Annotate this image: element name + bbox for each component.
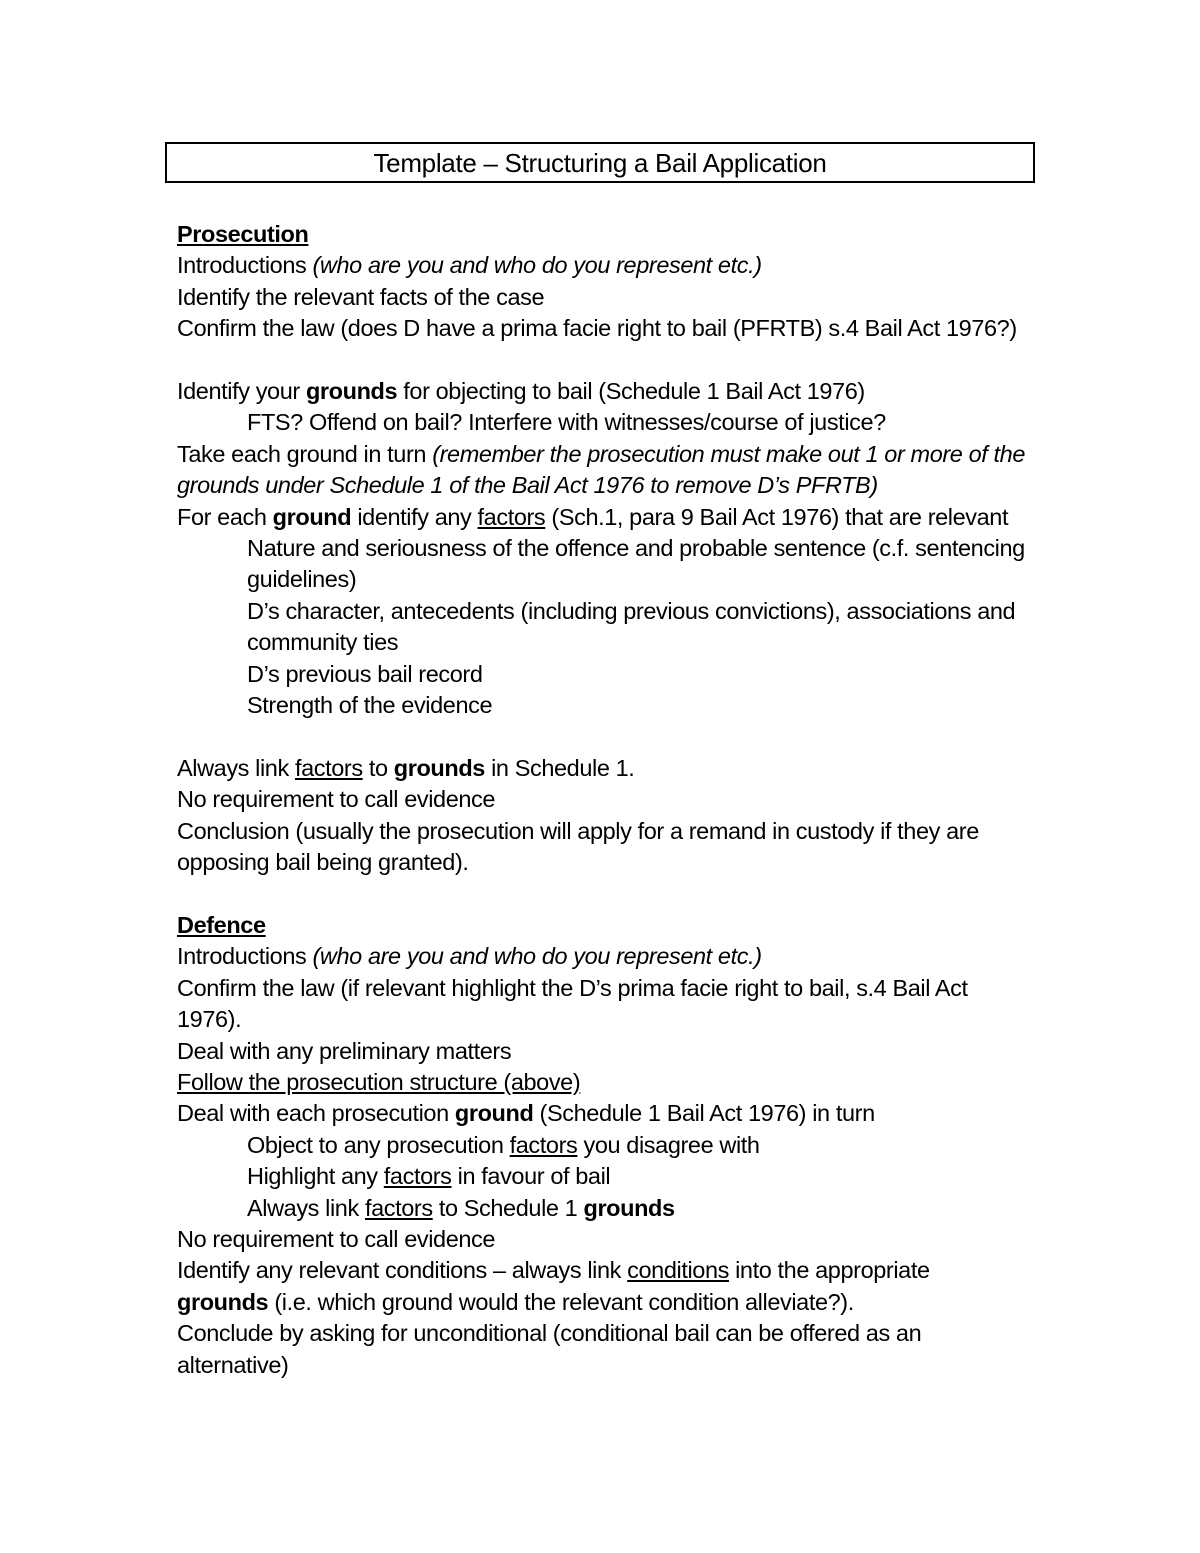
prosecution-evidence: No requirement to call evidence xyxy=(177,786,496,813)
defence-follow-structure: Follow the prosecution structure (above) xyxy=(177,1068,581,1095)
title-text: Template – Structuring a Bail Application xyxy=(373,148,827,178)
prosecution-link-factors: Always link factors to grounds in Schedule 1. xyxy=(177,754,635,781)
spacer xyxy=(177,345,1037,376)
prosecution-each-ground-cont: grounds under Schedule 1 of the Bail Act 1976 to remove D’s PFRTB) xyxy=(177,472,878,499)
spacer xyxy=(177,879,1037,910)
prosecution-law: Confirm the law (does D have a prima facie right to bail (PFRTB) s.4 Bail Act 1976?) xyxy=(177,315,1017,342)
prosecution-grounds: Identify your grounds for objecting to bail (Schedule 1 Bail Act 1976) xyxy=(177,378,865,405)
defence-introductions: Introductions (who are you and who do you represent etc.) xyxy=(177,943,762,970)
defence-evidence: No requirement to call evidence xyxy=(177,1225,496,1252)
defence-highlight-factors: Highlight any factors in favour of bail xyxy=(247,1163,611,1190)
prosecution-conclusion: Conclusion (usually the prosecution will apply for a remand in custody if they are opposing bail being granted). xyxy=(177,817,979,876)
prosecution-heading: Prosecution xyxy=(177,221,309,247)
defence-each-ground: Deal with each prosecution ground (Schedule 1 Bail Act 1976) in turn xyxy=(177,1100,875,1127)
defence-conditions-cont: grounds (i.e. which ground would the relevant condition alleviate?). xyxy=(177,1288,854,1315)
defence-conclusion: Conclude by asking for unconditional (conditional bail can be offered as an alternative) xyxy=(177,1320,922,1378)
prosecution-factors: For each ground identify any factors (Sch.1, para 9 Bail Act 1976) that are relevant xyxy=(177,503,1009,530)
defence-preliminary: Deal with any preliminary matters xyxy=(177,1037,512,1064)
prosecution-grounds-list: FTS? Offend on bail? Interfere with witnesses/course of justice? xyxy=(247,409,886,436)
prosecution-introductions: Introductions (who are you and who do you represent etc.) xyxy=(177,252,762,279)
document-title xyxy=(165,142,1035,183)
factor-item: Strength of the evidence xyxy=(247,692,493,719)
defence-conditions: Identify any relevant conditions – always link conditions into the appropriate xyxy=(177,1257,930,1284)
defence-link-factors: Always link factors to Schedule 1 grounds xyxy=(247,1194,675,1221)
prosecution-facts: Identify the relevant facts of the case xyxy=(177,283,545,310)
factor-item: Nature and seriousness of the offence and probable sentence (c.f. sentencing guidelines) xyxy=(247,535,1025,593)
prosecution-each-ground: Take each ground in turn (remember the prosecution must make out 1 or more of the xyxy=(177,440,1025,467)
spacer xyxy=(177,721,1037,752)
factor-item: D’s previous bail record xyxy=(247,660,483,687)
defence-object-factors: Object to any prosecution factors you disagree with xyxy=(247,1131,760,1158)
defence-heading: Defence xyxy=(177,911,266,938)
defence-law: Confirm the law (if relevant highlight the D’s prima facie right to bail, s.4 Bail Act 1976). xyxy=(177,974,968,1033)
factor-item: D’s character, antecedents (including previous convictions), associations and community ties xyxy=(247,597,1016,656)
document-body xyxy=(177,219,1037,1381)
